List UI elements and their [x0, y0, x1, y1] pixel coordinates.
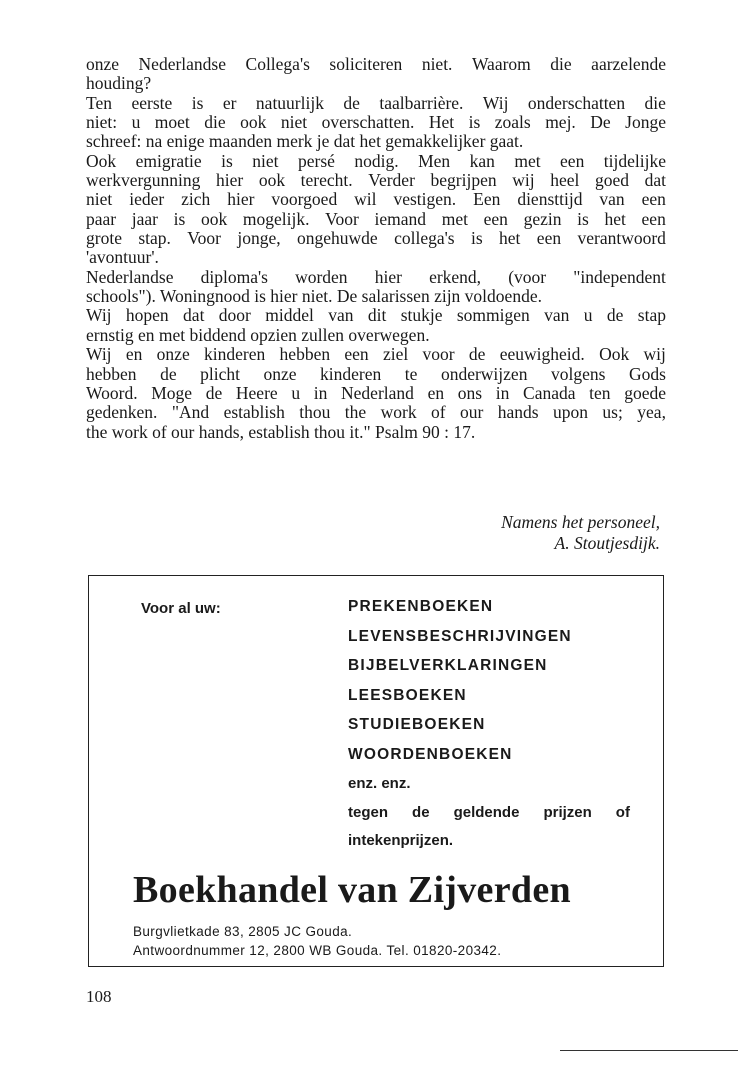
word: een: [641, 208, 666, 229]
text-line: [86, 423, 666, 442]
ad-price-word: prijzen: [543, 803, 592, 821]
word: emigratie: [135, 150, 202, 171]
shop-address: [133, 922, 501, 960]
word: Ook: [86, 150, 117, 171]
word: Wij: [86, 305, 112, 326]
word: begrijpen: [430, 170, 497, 191]
word: werkvergunning: [86, 170, 201, 191]
word: die: [644, 92, 666, 113]
word: jonge,: [237, 228, 281, 249]
text-line: [86, 152, 666, 171]
word: hopen: [125, 305, 169, 326]
word: taalbarrière.: [379, 92, 464, 113]
word: u: [131, 112, 141, 133]
word: plicht: [200, 363, 240, 384]
ad-price-line-2: intekenprijzen.: [348, 832, 454, 849]
ad-price-word: of: [615, 803, 630, 821]
word: door: [218, 305, 251, 326]
word: Jonge: [625, 112, 666, 133]
word: het: [604, 208, 626, 229]
word: is: [173, 208, 186, 229]
word: Heere: [235, 382, 278, 403]
word: Gods: [628, 363, 666, 384]
text-line-content: schools"). Woningnood is hier niet. De salarissen zijn voldoende.: [86, 286, 542, 307]
word: Nederlandse: [138, 54, 227, 74]
text-line: [86, 190, 666, 209]
word: (voor: [508, 266, 547, 287]
word: wij: [512, 170, 535, 191]
word: die: [204, 112, 226, 133]
word: Men: [418, 150, 451, 171]
word: niet: [252, 150, 279, 171]
word: de: [468, 344, 486, 365]
word: niet.: [421, 54, 453, 74]
word: hier: [215, 170, 244, 191]
text-line-content: houding?: [86, 73, 152, 94]
word: ons: [457, 382, 483, 403]
word: wil: [354, 189, 377, 210]
word: "And: [171, 402, 210, 423]
word: goed: [594, 170, 629, 191]
word: Voor: [325, 208, 359, 229]
text-line: [86, 365, 666, 384]
word: dit: [367, 305, 387, 326]
word: heel: [550, 170, 580, 191]
word: een: [560, 150, 585, 171]
word: hier: [374, 266, 402, 287]
word: Collega's: [245, 54, 310, 74]
text-line: [86, 94, 666, 113]
word: van: [599, 189, 625, 210]
word: soliciteren: [329, 54, 403, 74]
word: niet: [280, 112, 308, 133]
ad-price-word: de: [412, 803, 430, 821]
word: ziel: [382, 344, 409, 365]
word: die: [550, 54, 572, 74]
ad-item: LEVENSBESCHRIJVINGEN: [348, 627, 572, 645]
signature-line-1: Namens het personeel,: [501, 512, 660, 532]
text-line-content: ernstig en met biddend opzien zullen overwegen.: [86, 324, 430, 345]
word: en: [125, 344, 143, 365]
word: stap.: [138, 228, 171, 249]
word: worden: [295, 266, 348, 287]
ad-item: LEESBOEKEN: [348, 686, 467, 704]
text-line: [86, 132, 666, 151]
word: mej.: [545, 112, 576, 133]
word: eeuwigheid.: [499, 344, 585, 365]
word: voor: [422, 344, 455, 365]
word: in: [495, 382, 510, 403]
word: Een: [473, 189, 501, 210]
word: goede: [624, 382, 666, 403]
signature: [501, 512, 660, 554]
word: Verder: [368, 170, 415, 191]
word: te: [404, 363, 418, 384]
text-line: [86, 171, 666, 190]
word: de: [160, 363, 177, 384]
word: hands: [497, 402, 539, 423]
word: niet: [86, 189, 113, 210]
word: moet: [154, 112, 190, 133]
word: Waarom: [471, 54, 531, 74]
ad-price-word: tegen: [348, 803, 389, 821]
bookshop-advertisement: [88, 575, 664, 967]
word: onze: [263, 363, 297, 384]
text-line: [86, 229, 666, 248]
word: met: [441, 208, 468, 229]
signature-line-2: A. Stoutjesdijk.: [554, 533, 660, 553]
word: een: [536, 228, 562, 249]
word: volgens: [550, 363, 606, 384]
word: u: [583, 305, 593, 326]
ad-etc: enz. enz.: [348, 775, 411, 792]
word: dat: [644, 170, 666, 191]
word: Ook: [599, 344, 630, 365]
word: van: [544, 305, 570, 326]
text-line: [86, 384, 666, 403]
shop-name: Boekhandel van Zijverden: [133, 869, 571, 911]
text-line: [86, 345, 666, 364]
word: is: [221, 150, 233, 171]
word: stukje: [400, 305, 443, 326]
word: een: [483, 208, 508, 229]
word: persé: [297, 150, 335, 171]
word: onze: [156, 344, 190, 365]
word: is: [470, 228, 483, 249]
word: iemand: [374, 208, 427, 229]
text-line: [86, 210, 666, 229]
word: de: [205, 382, 223, 403]
word: aarzelende: [591, 54, 666, 74]
word: diensttijd: [517, 189, 583, 210]
word: "independent: [573, 266, 666, 287]
word: middel: [265, 305, 314, 326]
word: voorgoed: [271, 189, 338, 210]
word: kinderen: [204, 344, 266, 365]
word: er: [222, 92, 237, 113]
word: tijdelijke: [603, 150, 666, 171]
word: Canada: [523, 382, 576, 403]
word: dat: [183, 305, 205, 326]
word: onze: [86, 54, 120, 74]
text-line-content: the work of our hands, establish thou it." Psalm 90 : 17.: [86, 421, 476, 442]
ad-item: PREKENBOEKEN: [348, 598, 494, 615]
word: ook: [258, 170, 286, 191]
word: Nederland: [341, 382, 414, 403]
word: upon: [553, 402, 588, 423]
ad-lead-text: Voor al uw:: [141, 600, 221, 617]
word: gezin: [523, 208, 562, 229]
text-line: [86, 268, 666, 287]
word: us;: [602, 402, 623, 423]
word: of: [431, 402, 446, 423]
word: sommigen: [456, 305, 530, 326]
word: kan: [469, 150, 495, 171]
word: hebben: [279, 344, 331, 365]
word: mogelijk.: [242, 208, 310, 229]
text-line: [86, 287, 666, 306]
word: niet:: [86, 112, 118, 133]
text-line: [86, 403, 666, 422]
ad-price-word: geldende: [453, 803, 520, 821]
word: terecht.: [300, 170, 353, 191]
word: ongehuwde: [297, 228, 378, 249]
word: Wij: [86, 344, 112, 365]
word: zich: [181, 189, 211, 210]
word: paar: [86, 208, 117, 229]
word: Nederlandse: [86, 266, 174, 287]
word: ten: [589, 382, 611, 403]
text-line: [86, 306, 666, 325]
word: grote: [86, 228, 122, 249]
word: hebben: [86, 363, 137, 384]
text-line: [86, 74, 666, 93]
word: diploma's: [200, 266, 268, 287]
word: vestigen.: [393, 189, 457, 210]
word: De: [590, 112, 611, 133]
word: natuurlijk: [255, 92, 324, 113]
word: de: [343, 92, 360, 113]
word: de: [606, 305, 624, 326]
word: our: [460, 402, 484, 423]
word: onderschatten: [527, 92, 626, 113]
text-line-content: schreef: na enige maanden merk je dat het gemakkelijker gaat.: [86, 131, 524, 152]
word: gedenken.: [86, 402, 158, 423]
word: thou: [299, 402, 331, 423]
footer-rule: [560, 1050, 738, 1051]
word: Moge: [151, 382, 193, 403]
word: yea,: [637, 402, 666, 423]
word: ieder: [129, 189, 165, 210]
word: een: [641, 189, 666, 210]
word: ook: [201, 208, 228, 229]
word: nodig.: [354, 150, 399, 171]
address-line-1: Burgvlietkade 83, 2805 JC Gouda.: [133, 924, 353, 939]
word: wij: [643, 344, 666, 365]
word: onderwijzen: [440, 363, 528, 384]
word: jaar: [131, 208, 159, 229]
word: hier: [227, 189, 255, 210]
ad-price-line: [348, 804, 630, 833]
word: erkend,: [429, 266, 482, 287]
word: kinderen: [320, 363, 382, 384]
ad-item: WOORDENBOEKEN: [348, 745, 513, 763]
word: Woord.: [86, 382, 138, 403]
text-line: [86, 113, 666, 132]
word: overschatten.: [321, 112, 415, 133]
text-line: [86, 248, 666, 267]
word: u: [291, 382, 301, 403]
word: establish: [223, 402, 285, 423]
word: is: [191, 92, 204, 113]
word: is: [468, 112, 481, 133]
ad-item: BIJBELVERKLARINGEN: [348, 657, 548, 674]
word: in: [313, 382, 328, 403]
page-number: 108: [86, 987, 112, 1006]
word: het: [499, 228, 521, 249]
word: Ten: [86, 92, 112, 113]
word: the: [344, 402, 367, 423]
word: Het: [428, 112, 455, 133]
word: stap: [637, 305, 666, 326]
word: een: [344, 344, 369, 365]
word: collega's: [394, 228, 455, 249]
word: ook: [240, 112, 267, 133]
word: verantwoord: [577, 228, 666, 249]
word: met: [514, 150, 541, 171]
article-body: [86, 55, 666, 442]
text-line: [86, 326, 666, 345]
word: van: [328, 305, 354, 326]
word: Wij: [482, 92, 509, 113]
text-line-content: 'avontuur'.: [86, 247, 159, 268]
ad-item: STUDIEBOEKEN: [348, 716, 486, 733]
ad-item-list: [348, 598, 630, 861]
word: en: [427, 382, 445, 403]
word: work: [380, 402, 417, 423]
word: eerste: [131, 92, 173, 113]
address-line-2: Antwoordnummer 12, 2800 WB Gouda. Tel. 01820-20342.: [133, 943, 502, 958]
text-line: [86, 55, 666, 74]
word: is: [577, 208, 589, 229]
word: Voor: [187, 228, 222, 249]
word: zoals: [494, 112, 531, 133]
